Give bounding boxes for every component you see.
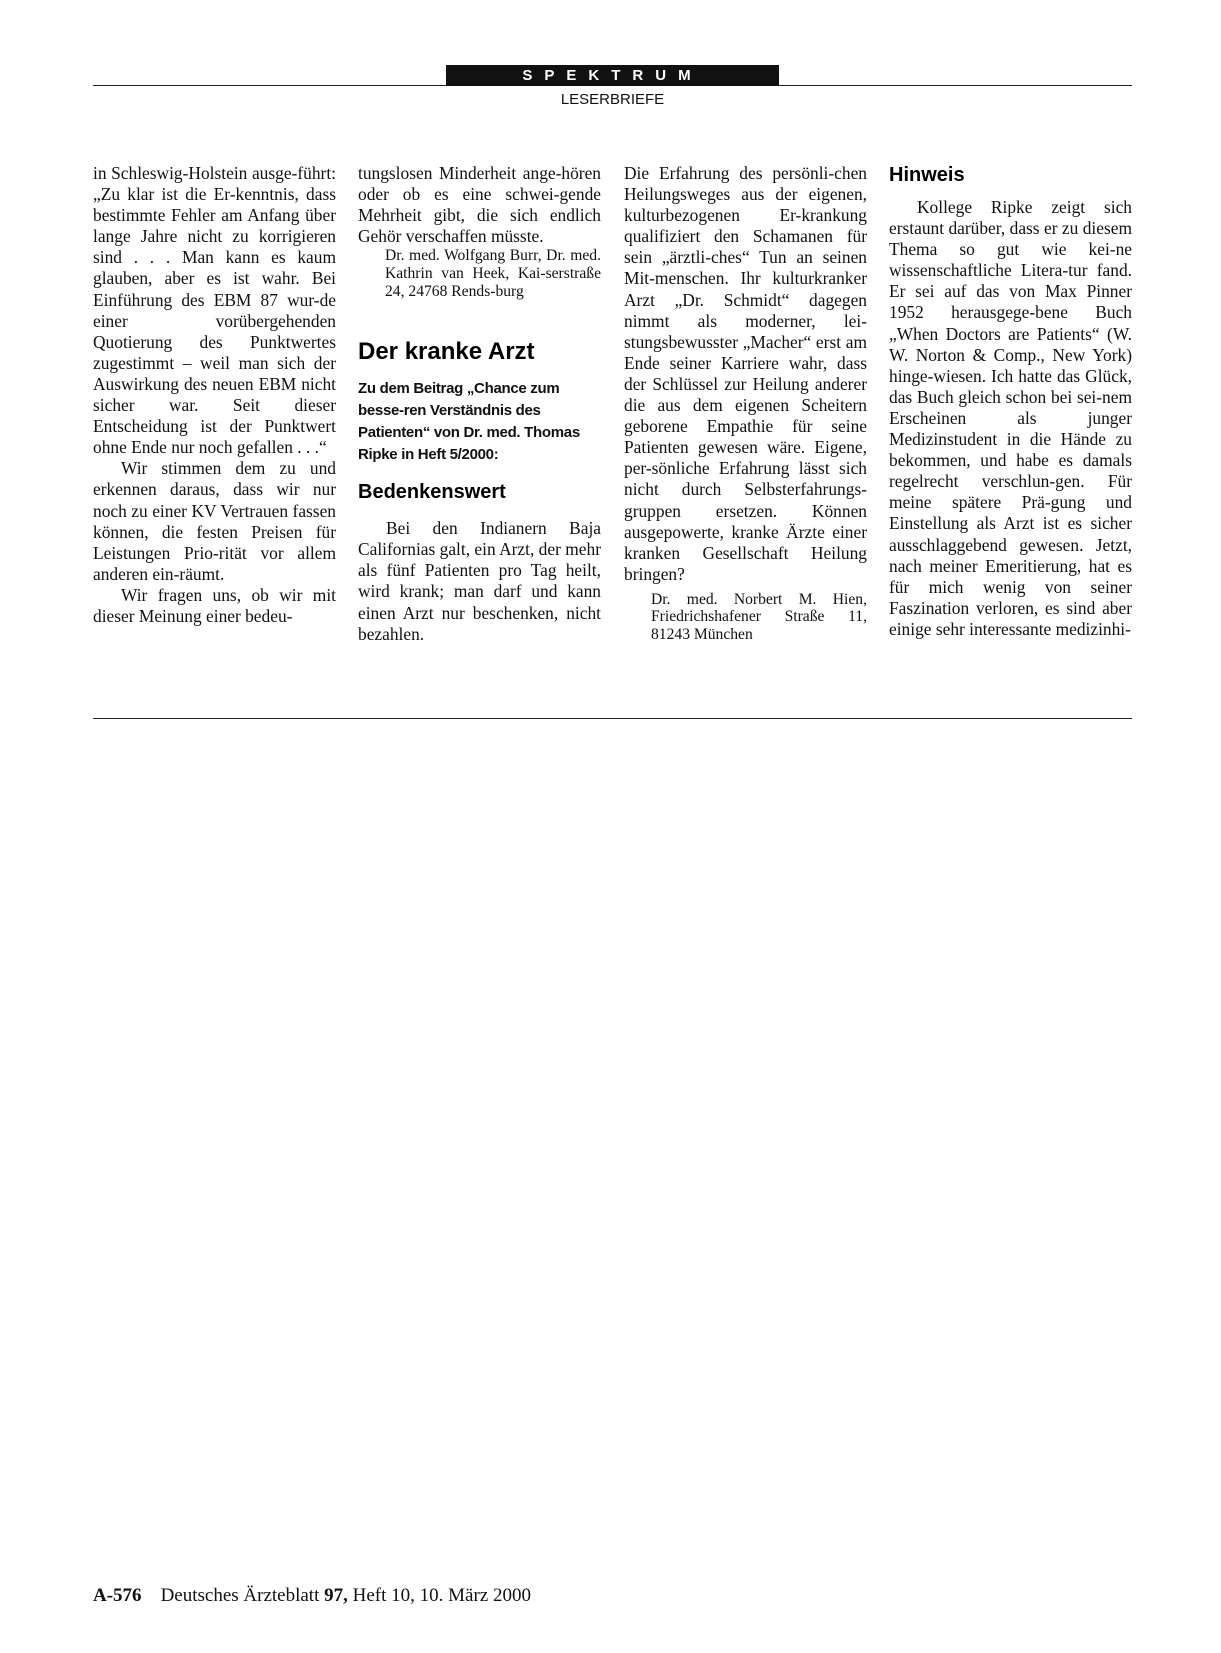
paragraph: tungslosen Minderheit ange-hören oder ob es eine schwei-gende Mehrheit gibt, die sich endlich Gehör verschaffen müsste.	[358, 163, 601, 247]
page-footer	[93, 1585, 531, 1607]
letter-heading: Bedenkenswert	[358, 481, 506, 504]
paragraph: Bei den Indianern Baja Californias galt, ein Arzt, der mehr als fünf Patienten pro Tag heilt, wird krank; man darf und kann einen Arzt nur beschenken, nicht bezahlen.	[358, 518, 601, 644]
paragraph: Die Erfahrung des persönli-chen Heilungsweges aus der eigenen, kulturbezogenen Er-krankung qualifiziert den Schamanen für sein „ärztli-ches“ Tun an seinen Mit-menschen. Ihr kulturkranker Arzt „Dr. Schmidt“ dagegen nimmt als moderner, lei-stungsbewusster „Macher“ erst am Ende seiner Karriere wahr, dass der Schlüssel zur Heilung anderer die aus dem eigenen Scheitern geborene Empathie für seine Patienten gewesen wäre. Eigene, per-sönliche Erfahrung lässt sich nicht durch Selbsterfahrungs-gruppen ersetzen. Können ausgepowerte, kranke Ärzte einer kranken Gesellschaft Heilung bringen?	[624, 163, 867, 584]
column-3	[624, 163, 867, 644]
paragraph: Kollege Ripke zeigt sich erstaunt darüber, dass er zu diesem Thema so gut wie kei-ne wissenschaftliche Litera-tur fand. Er sei auf das von Max Pinner 1952 herausgege-bene Buch „When Doctors are Patients“ (W. W. Norton & Comp., New York) hinge-wiesen. Ich hatte das Glück, das Buch gleich schon bei sei-nem Erscheinen als junger Medizinstudent in die Hände zu bekommen, und habe es damals regelrecht verschlun-gen. Für meine spätere Prä-gung und Einstellung als Arzt ist es sicher ausschlaggebend gewesen. Jetzt, nach meiner Emeritierung, hat es für mich wenig von seiner Faszination verloren, es sind aber einige sehr interessante medizinhi-	[889, 197, 1132, 639]
signature: Dr. med. Wolfgang Burr, Dr. med. Kathrin van Heek, Kai-serstraße 24, 24768 Rends-burg	[385, 247, 601, 300]
issue-info: Heft 10, 10. März 2000	[352, 1585, 531, 1606]
signature: Dr. med. Norbert M. Hien, Friedrichshafener Straße 11, 81243 München	[651, 590, 867, 644]
article-title: Der kranke Arzt	[358, 338, 535, 366]
column-1	[93, 163, 336, 627]
section-banner: SPEKTRUM	[446, 65, 779, 86]
journal-name: Deutsches Ärzteblatt	[160, 1585, 320, 1606]
column-4	[889, 163, 1132, 640]
article-reference: Zu dem Beitrag „Chance zum besse-ren Verständnis des Patienten“ von Dr. med. Thomas Ripke in Heft 5/2000:	[358, 380, 580, 464]
paragraph: Wir stimmen dem zu und erkennen daraus, dass wir nur noch zu einer KV Vertrauen fassen können, die festen Preisen für Leistungen Prio-rität vor allem anderen ein-räumt.	[93, 458, 336, 584]
column-2	[358, 163, 601, 645]
volume-number: 97,	[324, 1585, 348, 1606]
letter-heading: Hinweis	[889, 164, 965, 186]
section-subtitle: LESERBRIEFE	[560, 91, 665, 108]
page-number: A-576	[93, 1585, 142, 1606]
content-bottom-rule	[93, 718, 1132, 719]
paragraph: in Schleswig-Holstein ausge-führt: „Zu klar ist die Er-kenntnis, dass bestimmte Fehler am Anfang über lange Jahre nicht zu korrigieren sind . . . Man kann es kaum glauben, aber es ist wahr. Bei Einführung des EBM 87 wur-de einer vorübergehenden Quotierung des Punktwertes zugestimmt – weil man sich der Auswirkung des neuen EBM nicht sicher war. Seit dieser Entscheidung ist der Punktwert ohne Ende nur noch gefallen . . .“	[93, 163, 336, 458]
paragraph: Wir fragen uns, ob wir mit dieser Meinung einer bedeu-	[93, 584, 336, 626]
